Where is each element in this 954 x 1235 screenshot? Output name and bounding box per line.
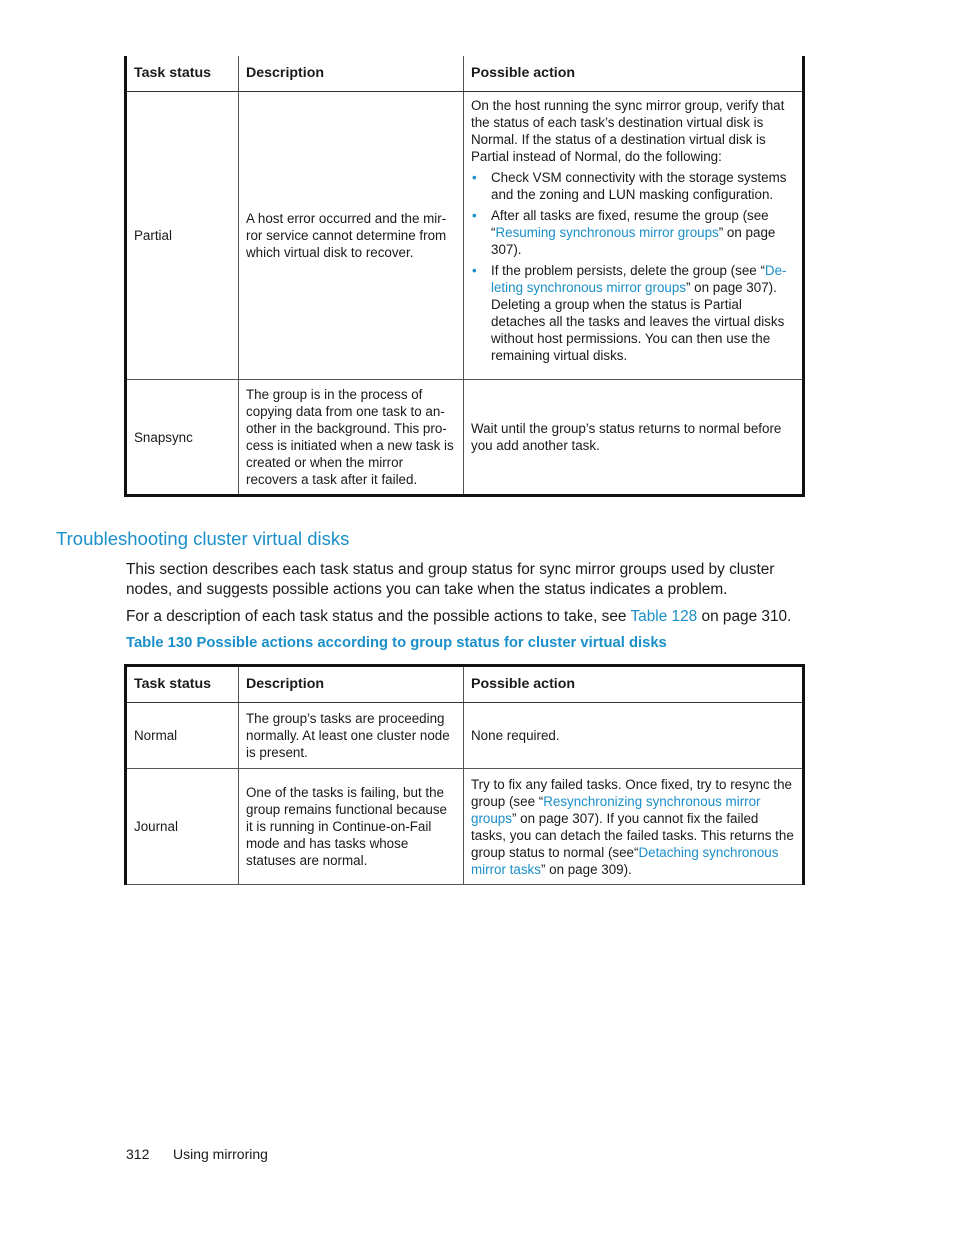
section-paragraph-2: For a description of each task status and the possible actions to take, see Table 128 on page 310. <box>126 608 792 625</box>
task-status-table-2 <box>124 664 805 885</box>
table-128-link[interactable]: Table 128 <box>630 608 698 625</box>
table-caption: Table 130 Possible actions according to group status for cluster virtual disks <box>126 635 667 651</box>
action-cell <box>464 92 804 380</box>
header-description: Description <box>239 56 464 92</box>
action-intro: On the host running the sync mirror group, verify that the status of each task’s destination virtual disk is Normal. If the status of a destination virtual disk is Partial instead of Normal, do the following: <box>471 98 785 164</box>
section-heading: Troubleshooting cluster virtual disks <box>56 528 350 549</box>
task-status-table-1 <box>124 56 805 497</box>
bullet-item: • Check VSM connectivity with the storage systems and the zoning and LUN masking configuration. <box>471 169 796 203</box>
resuming-groups-link[interactable]: Resuming synchronous mirror groups <box>495 225 719 240</box>
action-cell: Try to fix any failed tasks. Once fixed, try to resync the group (see “Resynchronizing synchronous mirror groups” on page 307). If you cannot fix the failed tasks, you can detach the failed tasks. This returns the group status to normal (see“Detaching synchronous mirror tasks” on page 309). <box>464 769 804 885</box>
deleting-groups-link[interactable]: De-leting synchronous mirror groups <box>491 263 787 295</box>
table-row <box>126 380 804 496</box>
status-cell: Partial <box>126 92 239 380</box>
table-row <box>126 703 804 769</box>
description-cell: One of the tasks is failing, but the group remains functional because it is running in Continue-on-Fail mode and has tasks whose statuses are normal. <box>239 769 464 885</box>
header-possible-action: Possible action <box>464 666 804 703</box>
table-row <box>126 92 804 380</box>
status-cell: Journal <box>126 769 239 885</box>
action-cell: Wait until the group’s status returns to normal before you add another task. <box>464 380 804 496</box>
header-task-status: Task status <box>126 666 239 703</box>
description-cell: The group’s tasks are proceeding normally. At least one cluster node is present. <box>239 703 464 769</box>
header-possible-action: Possible action <box>464 56 804 92</box>
header-description: Description <box>239 666 464 703</box>
status-cell: Snapsync <box>126 380 239 496</box>
bullet-item: • If the problem persists, delete the group (see “De-leting synchronous mirror groups” on page 307). Deleting a group when the status is Partial detaches all the tasks and leaves the virtual disks without host permissions. You can then use the remaining virtual disks. <box>471 262 796 364</box>
chapter-title: Using mirroring <box>173 1146 268 1162</box>
table-header-row <box>126 56 804 92</box>
action-bullet-list <box>471 169 796 364</box>
header-task-status: Task status <box>126 56 239 92</box>
section-paragraph-1: This section describes each task status and group status for sync mirror groups used by cluster nodes, and suggests possible actions you can take when the status indicates a problem. <box>126 561 775 598</box>
detaching-tasks-link[interactable]: Detaching synchronous mirror tasks <box>471 844 779 877</box>
description-cell: The group is in the process of copying data from one task to an-other in the background. This pro-cess is initiated when a new task is created or when the mirror recovers a task after it failed. <box>239 380 464 496</box>
page-number: 312 <box>126 1146 150 1162</box>
description-cell: A host error occurred and the mir-ror service cannot determine from which virtual disk to recover. <box>239 92 464 380</box>
action-cell: None required. <box>464 703 804 769</box>
table-row <box>126 769 804 885</box>
table-header-row <box>126 666 804 703</box>
bullet-item: • After all tasks are fixed, resume the group (see “Resuming synchronous mirror groups” on page 307). <box>471 207 796 258</box>
status-cell: Normal <box>126 703 239 769</box>
resynchronizing-groups-link[interactable]: Resynchronizing synchronous mirror groups <box>471 793 761 826</box>
